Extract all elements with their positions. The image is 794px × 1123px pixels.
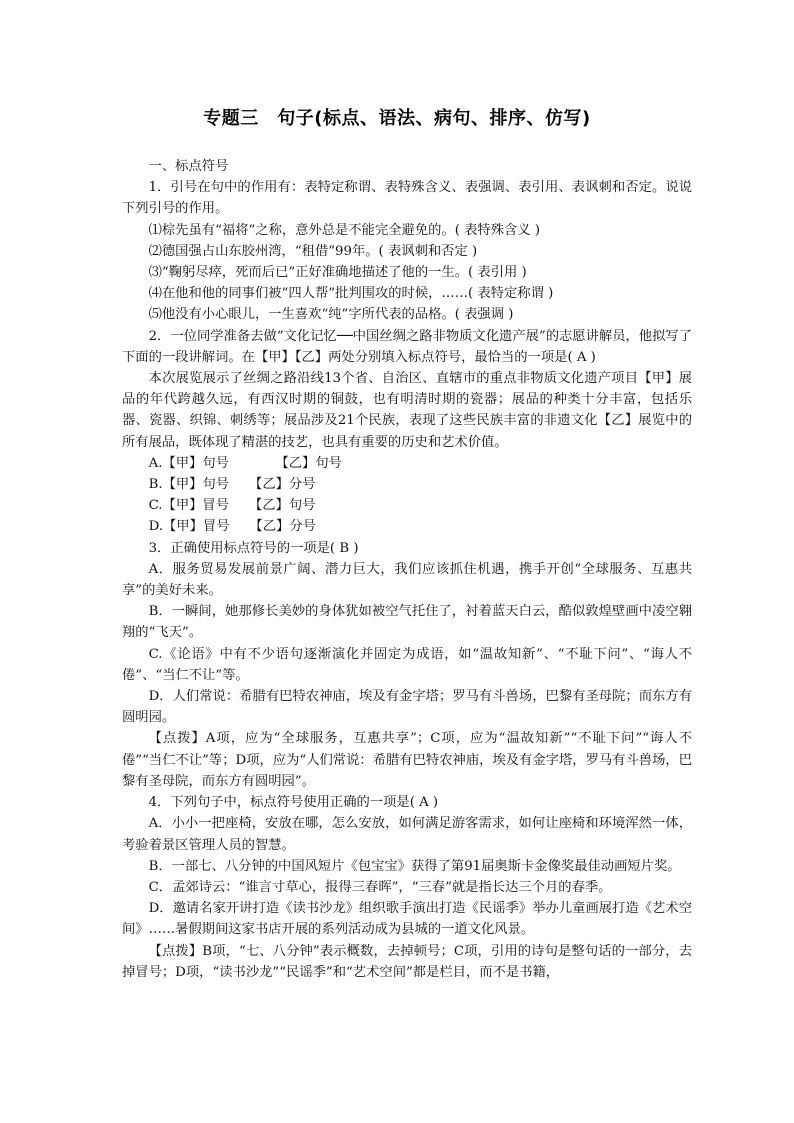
- document-body: [122, 156, 692, 983]
- question-2-option-d: D.【甲】冒号 【乙】分号: [148, 519, 316, 535]
- question-4-tip: 【点拨】B项，“七、八分钟”表示概数，去掉顿号；C项，引用的诗句是整句话的一部分，去掉冒号；D项，“读书沙龙”“民谣季”和“艺术空间”都是栏目，而不是书籍，: [122, 943, 692, 980]
- question-2-passage: 本次展览展示了丝绸之路沿线13个省、自治区、直辖市的重点非物质文化遗产项目【甲】展品的年代跨越久远，有西汉时期的铜鼓，也有明清时期的瓷器；展品的种类十分丰富，包括乐器、瓷器、织锦、刺绣等；展品涉及21个民族，表现了这些民族丰富的非遗文化【乙】展览中的所有展品，既体现了精湛的技艺，也具有重要的历史和艺术价值。: [122, 371, 692, 450]
- question-1-item-3: ⑶“鞠躬尽瘁，死而后已”正好准确地描述了他的一生。( 表引用 ): [148, 265, 527, 281]
- question-1-stem: 1．引号在句中的作用有：表特定称谓、表特殊含义、表强调、表引用、表讽刺和否定。说说下列引号的作用。: [122, 180, 692, 217]
- question-4-option-b: B．一部七、八分钟的中国风短片《包宝宝》获得了第91届奥斯卡金像奖最佳动画短片奖。: [148, 858, 681, 874]
- question-1-item-1: ⑴棕先虽有“福将”之称，意外总是不能完全避免的。( 表特殊含义 ): [148, 222, 541, 238]
- question-1-item-4: ⑷在他和他的同事们被“四人帮”批判围攻的时候，……( 表特定称谓 ): [148, 286, 554, 302]
- question-1-item-5: ⑸他没有小心眼儿，一生喜欢“纯”字所代表的品格。( 表强调 ): [148, 307, 514, 323]
- question-1-item-2: ⑵德国强占山东胶州湾，“租借”99年。( 表讽刺和否定 ): [148, 243, 478, 259]
- page-title: 专题三 句子(标点、语法、病句、排序、仿写): [203, 108, 591, 129]
- question-3-option-c: C.《论语》中有不少语句逐渐演化并固定为成语，如“温故知新”、“不耻下问”、“诲人不倦”、“当仁不让”等。: [122, 646, 692, 683]
- question-3-stem: 3．正确使用标点符号的一项是( B ): [148, 540, 359, 556]
- question-2-option-c: C.【甲】冒号 【乙】句号: [148, 498, 316, 514]
- question-3-option-d: D．人们常说：希腊有巴特农神庙，埃及有金字塔；罗马有斗兽场，巴黎有圣母院；而东方有圆明园。: [122, 689, 692, 726]
- question-4-stem: 4．下列句子中，标点符号使用正确的一项是( A ): [148, 795, 439, 811]
- question-3-tip: 【点拨】A项，应为“全球服务，互惠共享”；C项，应为“温故知新”“不耻下问”“诲人不倦”“当仁不让”等；D项，应为“人们常说：希腊有巴特农神庙，埃及有金字塔，罗马有斗兽场，巴黎有圣母院，而东方有圆明园”。: [122, 731, 692, 789]
- question-4-option-a: A．小小一把座椅，安放在哪，怎么安放，如何满足游客需求，如何让座椅和环境浑然一体，考验着景区管理人员的智慧。: [122, 816, 692, 853]
- question-2-option-b: B.【甲】句号 【乙】分号: [148, 477, 316, 493]
- question-2-stem: 2．一位同学准备去做“文化记忆──中国丝绸之路非物质文化遗产展”的志愿讲解员，他拟写了下面的一段讲解词。在【甲】【乙】两处分别填入标点符号，最恰当的一项是( A ): [122, 328, 692, 365]
- question-3-option-a: A．服务贸易发展前景广阔、潜力巨大，我们应该抓住机遇，携手开创“全球服务、互惠共享”的美好未来。: [122, 561, 692, 599]
- question-4-option-d: D．邀请名家开讲打造《读书沙龙》组织歌手演出打造《民谣季》举办儿童画展打造《艺术空间》……暑假期间这家书店开展的系列活动成为县城的一道文化风景。: [122, 901, 692, 938]
- question-2-option-a: A.【甲】句号 【乙】句号: [148, 455, 342, 471]
- question-3-option-b: B．一瞬间，她那修长美妙的身体犹如被空气托住了，衬着蓝天白云，酷似敦煌壁画中凌空翱翔的“飞天”。: [122, 604, 692, 641]
- question-4-option-c: C．孟郊诗云：“谁言寸草心，报得三春晖”，“三春”就是指长达三个月的春季。: [148, 879, 612, 895]
- section-heading: 一、标点符号: [148, 159, 229, 174]
